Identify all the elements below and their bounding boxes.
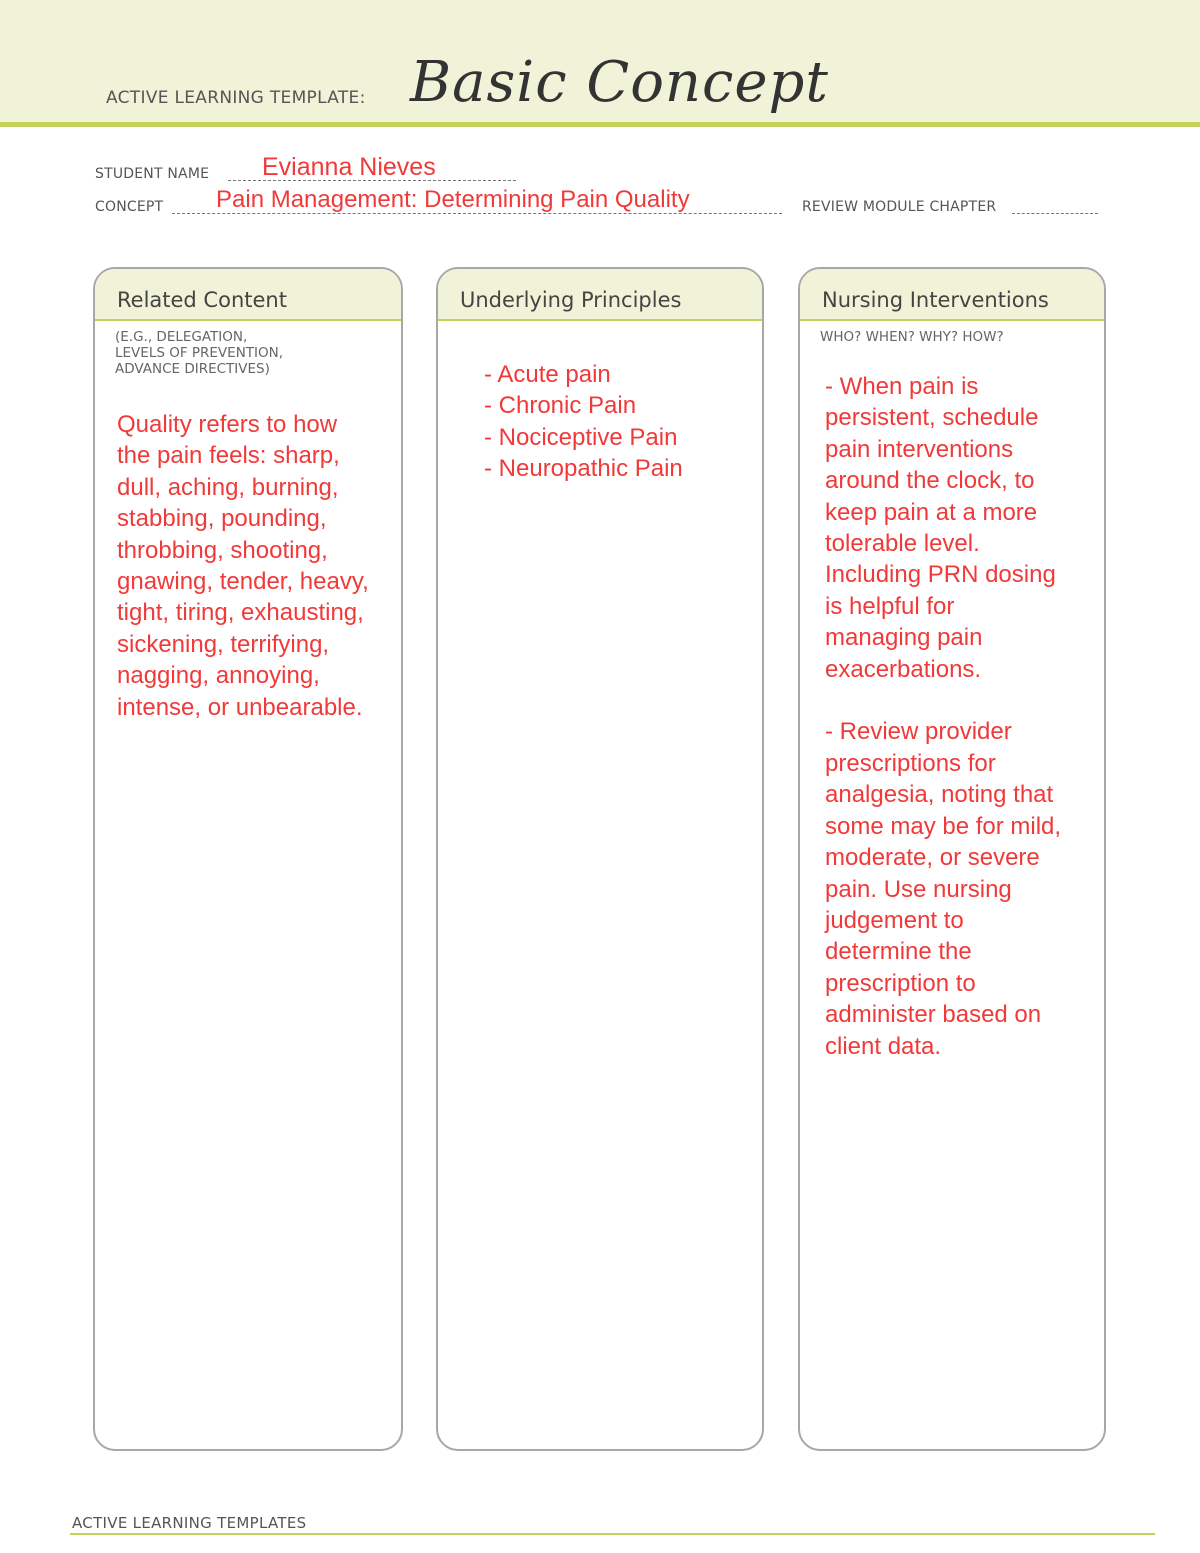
header-rule xyxy=(0,122,1200,127)
nursing-interventions-subheading: WHO? WHEN? WHY? HOW? xyxy=(820,329,1004,345)
footer-rule xyxy=(70,1533,1155,1535)
review-module-label: REVIEW MODULE CHAPTER xyxy=(802,199,997,215)
related-content-box xyxy=(93,267,403,1451)
student-name-field[interactable]: Evianna Nieves xyxy=(262,153,436,181)
related-content-subheading: (E.G., DELEGATION, LEVELS OF PREVENTION, ADVANCE DIRECTIVES) xyxy=(115,329,284,377)
concept-field[interactable]: Pain Management: Determining Pain Quality xyxy=(216,186,690,213)
related-content-heading: Related Content xyxy=(95,269,401,321)
footer-label: ACTIVE LEARNING TEMPLATES xyxy=(72,1514,307,1532)
nursing-interventions-text[interactable]: - When pain is persistent, schedule pain interventions around the clock, to keep pain at a more tolerable level. Including PRN dosing is helpful for managing pain exacerbations. - Review provider prescriptions for analgesia, noting that some may be for mild, moderate, or severe pain. Use nursing judgement to determine the prescription to administer based on client data. xyxy=(825,373,1062,1060)
review-module-line[interactable] xyxy=(1012,213,1098,214)
student-name-label: STUDENT NAME xyxy=(95,166,210,182)
nursing-interventions-box xyxy=(798,267,1106,1451)
underlying-principles-box xyxy=(436,267,764,1451)
underlying-principles-heading: Underlying Principles xyxy=(438,269,762,321)
concept-label: CONCEPT xyxy=(95,199,164,215)
related-content-text[interactable]: Quality refers to how the pain feels: sharp, dull, aching, burning, stabbing, pounding, throbbing, shooting, gnawing, tender, heavy, tight, tiring, exhausting, sickening, terrifying, nagging, annoying, intense, or unbearable. xyxy=(117,411,369,721)
template-label: ACTIVE LEARNING TEMPLATE: xyxy=(106,88,366,108)
nursing-interventions-heading: Nursing Interventions xyxy=(800,269,1104,321)
page-title: Basic Concept xyxy=(410,50,829,115)
underlying-principles-text[interactable]: - Acute pain - Chronic Pain - Nociceptive Pain - Neuropathic Pain xyxy=(484,361,683,483)
